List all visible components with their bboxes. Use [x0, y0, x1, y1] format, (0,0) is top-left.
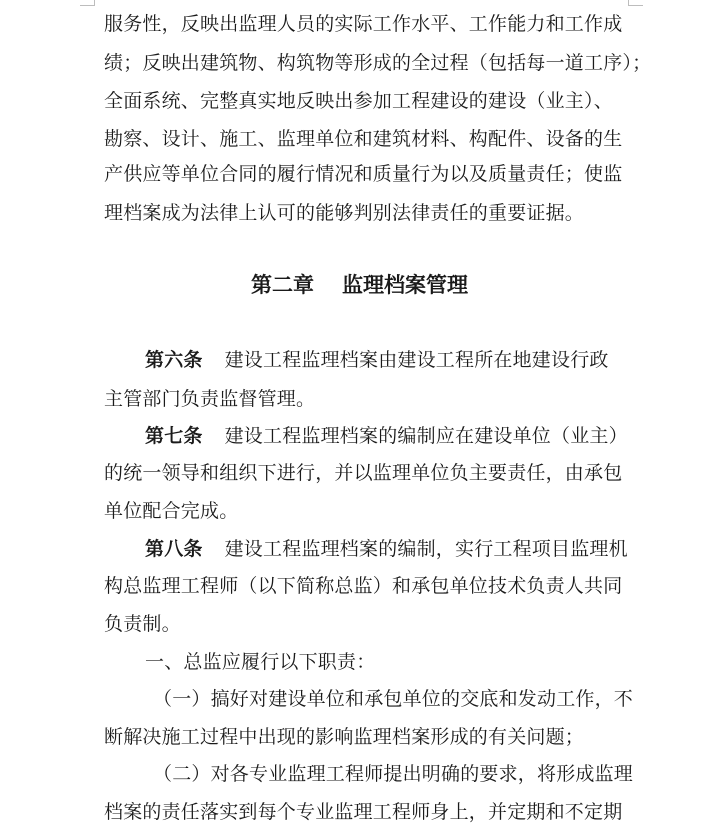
chapter-title: 监理档案管理 — [342, 273, 468, 297]
intro-line-2: 绩；反映出建筑物、构筑物等形成的全过程（包括每一道工序）； — [104, 52, 652, 74]
article-7-text-1: 建设工程监理档案的编制应在建设单位（业主） — [224, 425, 628, 447]
intro-line-5: 产供应等单位合同的履行情况和质量行为以及质量责任；使监 — [104, 163, 623, 185]
article-8-label: 第八条 — [145, 538, 203, 560]
chapter-number: 第二章 — [251, 273, 314, 297]
duty-2-line-1: （二）对各专业监理工程师提出明确的要求，将形成监理 — [153, 763, 634, 785]
intro-line-4: 勘察、设计、施工、监理单位和建筑材料、构配件、设备的生 — [104, 128, 623, 150]
margin-marker-top-right-horizontal — [628, 5, 643, 6]
article-6-line-1 — [145, 348, 623, 372]
article-7-line-1 — [145, 424, 628, 448]
article-7-line-2: 的统一领导和组织下进行，并以监理单位负主要责任，由承包 — [104, 462, 623, 484]
intro-line-3: 全面系统、完整真实地反映出参加工程建设的建设（业主）、 — [104, 90, 613, 112]
article-7-label: 第七条 — [145, 425, 203, 447]
article-8-line-1 — [145, 537, 628, 561]
duty-2-line-2: 档案的责任落实到每个专业监理工程师身上，并定期和不定期 — [104, 801, 623, 823]
article-8-text-1: 建设工程监理档案的编制，实行工程项目监理机 — [224, 538, 628, 560]
intro-line-1: 服务性，反映出监理人员的实际工作水平、工作能力和工作成 — [104, 13, 623, 35]
article-7-line-3: 单位配合完成。 — [104, 500, 239, 522]
intro-line-6: 理档案成为法律上认可的能够判别法律责任的重要证据。 — [104, 202, 585, 224]
article-8-line-2: 构总监理工程师（以下简称总监）和承包单位技术负责人共同 — [104, 575, 623, 597]
duty-1-line-2: 断解决施工过程中出现的影响监理档案形成的有关问题； — [104, 726, 585, 748]
margin-marker-top-left-horizontal — [80, 5, 95, 6]
article-6-text-1: 建设工程监理档案由建设工程所在地建设行政 — [224, 349, 609, 371]
article-8-line-3: 负责制。 — [104, 613, 181, 635]
article-6-label: 第六条 — [145, 349, 203, 371]
duty-1-line-1: （一）搞好对建设单位和承包单位的交底和发动工作，不 — [153, 688, 634, 710]
duties-heading: 一、总监应履行以下职责： — [145, 651, 376, 673]
article-6-line-2: 主管部门负责监督管理。 — [104, 388, 316, 410]
chapter-heading — [0, 272, 719, 298]
